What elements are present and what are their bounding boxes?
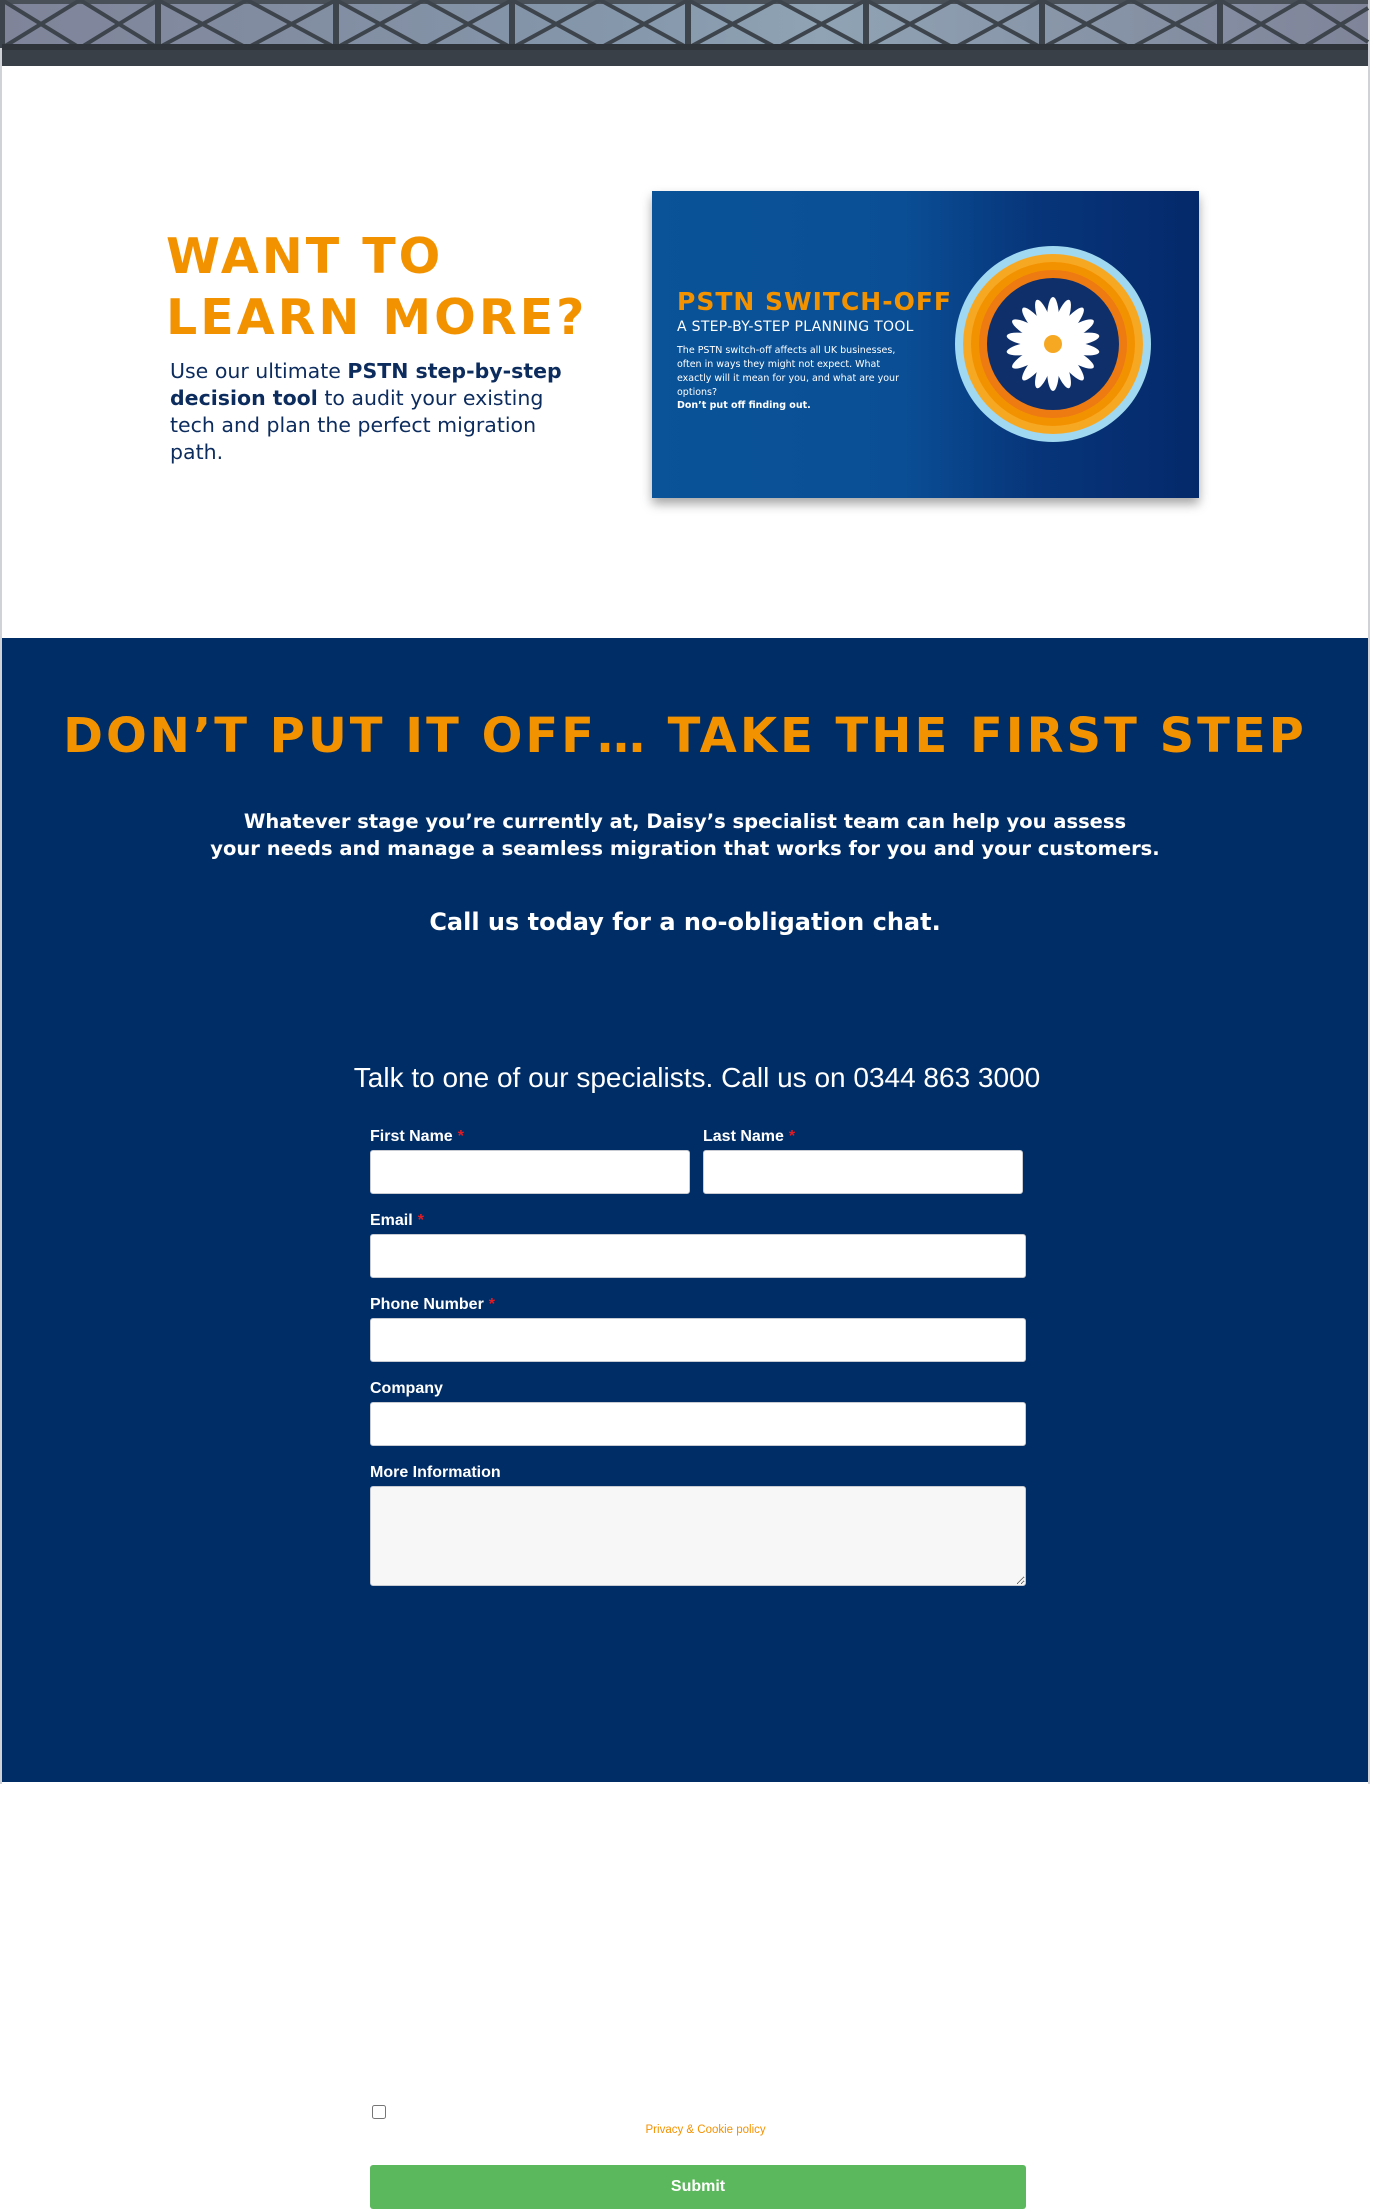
cta-body-line2: your needs and manage a seamless migration that works for you and your customers. bbox=[210, 837, 1160, 860]
first-name-group bbox=[370, 1128, 690, 1194]
required-marker: * bbox=[417, 1212, 424, 1229]
cta-call-text: Call us today for a no-obligation chat. bbox=[429, 908, 941, 936]
page-border-right bbox=[1368, 0, 1370, 1784]
email-optin-checkbox[interactable] bbox=[372, 2105, 386, 2119]
first-name-input[interactable] bbox=[370, 1150, 690, 1194]
cta-heading: DON’T PUT IT OFF… TAKE THE FIRST STEP bbox=[63, 708, 1307, 764]
cta-description bbox=[185, 808, 1185, 862]
required-marker: * bbox=[788, 1128, 796, 1145]
company-input[interactable] bbox=[370, 1402, 1026, 1446]
phone-group bbox=[370, 1296, 1026, 1362]
last-name-group bbox=[703, 1128, 1023, 1194]
learn-more-body-prefix: Use our ultimate bbox=[170, 359, 348, 383]
cta-body-line1: Whatever stage you’re currently at, Daisy’s specialist team can help you assess bbox=[243, 810, 1127, 833]
last-name-input[interactable] bbox=[703, 1150, 1023, 1194]
promo-strong-text: Don’t put off finding out. bbox=[677, 400, 811, 411]
learn-more-body-suffix: to audit your existing tech and plan the perfect migration path. bbox=[170, 386, 544, 464]
learn-more-section bbox=[2, 66, 1368, 638]
more-info-textarea[interactable] bbox=[370, 1486, 1026, 1586]
required-marker: * bbox=[488, 1296, 496, 1313]
form-title: Talk to one of our specialists. Call us on 0344 863 3000 bbox=[353, 1062, 1041, 1093]
privacy-policy-link[interactable]: Privacy & Cookie policy bbox=[645, 2124, 766, 2136]
more-info-group bbox=[370, 1464, 1026, 1586]
submit-button[interactable]: Submit bbox=[370, 2165, 1026, 2209]
more-info-label: More Information bbox=[370, 1464, 501, 1481]
email-label: Email * bbox=[370, 1212, 424, 1229]
first-name-label: First Name * bbox=[370, 1128, 464, 1145]
learn-more-heading bbox=[166, 226, 626, 348]
promo-title: PSTN SWITCH-OFF bbox=[677, 287, 952, 316]
cta-section bbox=[2, 638, 1368, 2195]
email-disclaimer bbox=[370, 2124, 766, 2136]
pstn-tool-promo-card[interactable] bbox=[652, 191, 1199, 498]
phone-input[interactable] bbox=[370, 1318, 1026, 1362]
email-group bbox=[370, 1212, 1026, 1278]
steel-girder-icon bbox=[2, 0, 1368, 66]
email-input[interactable] bbox=[370, 1234, 1026, 1278]
phone-label: Phone Number * bbox=[370, 1296, 496, 1313]
email-optin-label[interactable]: Send me better, more relevant emails. bbox=[396, 2102, 675, 2120]
company-label: Company bbox=[370, 1380, 443, 1397]
company-group bbox=[370, 1380, 1026, 1446]
disclaimer-text: Our emails use tracking to help deliver better content. bbox=[370, 2124, 643, 2136]
daisy-flower-badge-icon bbox=[954, 245, 1152, 443]
promo-text: The PSTN switch-off affects all UK businesses, often in ways they might not expect. What exactly will it mean for you, and what are your options? bbox=[677, 345, 899, 398]
learn-more-description bbox=[170, 358, 590, 466]
promo-subtitle: A STEP-BY-STEP PLANNING TOOL bbox=[677, 319, 914, 335]
last-name-label: Last Name * bbox=[703, 1128, 796, 1145]
email-optin-row bbox=[370, 2102, 675, 2121]
learn-more-body-bold: PSTN step-by-step decision tool bbox=[170, 359, 562, 410]
learn-more-heading-line1: WANT TO bbox=[166, 228, 444, 285]
girder-banner-image bbox=[2, 0, 1368, 66]
learn-more-heading-line2: LEARN MORE? bbox=[166, 289, 588, 346]
required-marker: * bbox=[457, 1128, 464, 1145]
